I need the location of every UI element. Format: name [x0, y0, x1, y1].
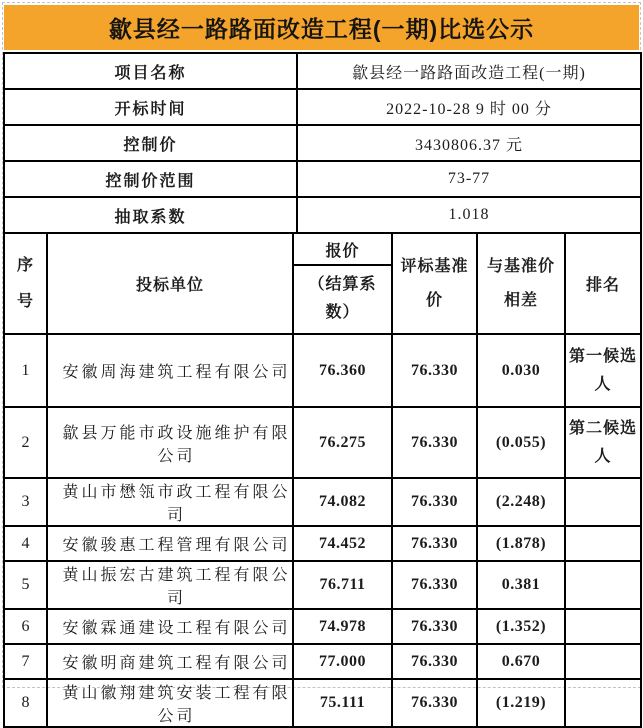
info-label-draw-coefficient: 抽取系数 — [4, 197, 297, 233]
bidder-cell: 黄山振宏古建筑工程有限公司 — [47, 561, 293, 609]
seq-cell: 8 — [4, 679, 47, 727]
benchmark-cell: 76.330 — [392, 561, 477, 609]
info-value-draw-coefficient: 1.018 — [297, 197, 641, 233]
info-value-control-price: 3430806.37 元 — [297, 125, 641, 161]
diff-cell: (1.878) — [477, 526, 565, 561]
header-price — [293, 233, 392, 334]
seq-cell: 4 — [4, 526, 47, 561]
info-row — [4, 89, 641, 125]
price-cell: 76.711 — [293, 561, 392, 609]
bid-row-2 — [4, 407, 641, 478]
benchmark-cell: 76.330 — [392, 478, 477, 526]
price-cell: 77.000 — [293, 644, 392, 679]
info-label-control-price: 控制价 — [4, 125, 297, 161]
rank-cell: 第二候选 人 — [565, 407, 641, 478]
bid-row-3 — [4, 478, 641, 526]
price-cell: 75.111 — [293, 679, 392, 727]
price-cell: 74.978 — [293, 609, 392, 644]
bid-row-7 — [4, 644, 641, 679]
seq-cell: 5 — [4, 561, 47, 609]
rank-cell — [565, 679, 641, 727]
bidder-cell: 安徽周海建筑工程有限公司 — [47, 334, 293, 407]
bidder-cell: 黄山市懋瓴市政工程有限公司 — [47, 478, 293, 526]
benchmark-cell: 76.330 — [392, 644, 477, 679]
info-table — [3, 52, 642, 234]
rank-cell — [565, 644, 641, 679]
rank-cell — [565, 478, 641, 526]
bidder-cell: 安徽明商建筑工程有限公司 — [47, 644, 293, 679]
info-label-project-name: 项目名称 — [4, 53, 297, 89]
header-price-top: 报价 — [294, 235, 391, 266]
benchmark-cell: 76.330 — [392, 407, 477, 478]
seq-cell: 1 — [4, 334, 47, 407]
seq-cell: 2 — [4, 407, 47, 478]
bid-table-header-row — [4, 233, 641, 334]
diff-cell: 0.670 — [477, 644, 565, 679]
bidder-cell: 歙县万能市政设施维护有限公司 — [47, 407, 293, 478]
rank-cell — [565, 526, 641, 561]
price-cell: 74.452 — [293, 526, 392, 561]
bidder-cell: 安徽骏惠工程管理有限公司 — [47, 526, 293, 561]
benchmark-cell: 76.330 — [392, 334, 477, 407]
info-row — [4, 125, 641, 161]
bid-table — [3, 232, 642, 728]
seq-cell: 6 — [4, 609, 47, 644]
rank-cell: 第一候选 人 — [565, 334, 641, 407]
bid-row-8 — [4, 679, 641, 727]
diff-cell: 0.381 — [477, 561, 565, 609]
header-benchmark: 评标基准 价 — [392, 233, 477, 334]
info-row — [4, 53, 641, 89]
diff-cell: (1.352) — [477, 609, 565, 644]
seq-cell: 3 — [4, 478, 47, 526]
bid-row-1 — [4, 334, 641, 407]
diff-cell: 0.030 — [477, 334, 565, 407]
diff-cell: (1.219) — [477, 679, 565, 727]
bid-row-4 — [4, 526, 641, 561]
header-seq: 序 号 — [4, 233, 47, 334]
header-rank: 排名 — [565, 233, 641, 334]
benchmark-cell: 76.330 — [392, 609, 477, 644]
diff-cell: (2.248) — [477, 478, 565, 526]
rank-cell — [565, 609, 641, 644]
rank-cell — [565, 561, 641, 609]
notice-page — [3, 4, 640, 728]
bidder-cell: 安徽霖通建设工程有限公司 — [47, 609, 293, 644]
page-title: 歙县经一路路面改造工程(一期)比选公示 — [4, 5, 639, 50]
header-bidder: 投标单位 — [47, 233, 293, 334]
diff-cell: (0.055) — [477, 407, 565, 478]
info-row — [4, 197, 641, 233]
info-row — [4, 161, 641, 197]
header-diff: 与基准价 相差 — [477, 233, 565, 334]
benchmark-cell: 76.330 — [392, 526, 477, 561]
bid-row-6 — [4, 609, 641, 644]
info-label-open-time: 开标时间 — [4, 89, 297, 125]
price-cell: 74.082 — [293, 478, 392, 526]
info-value-open-time: 2022-10-28 9 时 00 分 — [297, 89, 641, 125]
price-cell: 76.275 — [293, 407, 392, 478]
bid-row-5 — [4, 561, 641, 609]
info-label-control-price-range: 控制价范围 — [4, 161, 297, 197]
header-price-sub: （结算系 数） — [308, 276, 377, 321]
benchmark-cell: 76.330 — [392, 679, 477, 727]
price-cell: 76.360 — [293, 334, 392, 407]
info-value-project-name: 歙县经一路路面改造工程(一期) — [297, 53, 641, 89]
seq-cell: 7 — [4, 644, 47, 679]
bidder-cell: 黄山徽翔建筑安装工程有限公司 — [47, 679, 293, 727]
info-value-control-price-range: 73-77 — [297, 161, 641, 197]
